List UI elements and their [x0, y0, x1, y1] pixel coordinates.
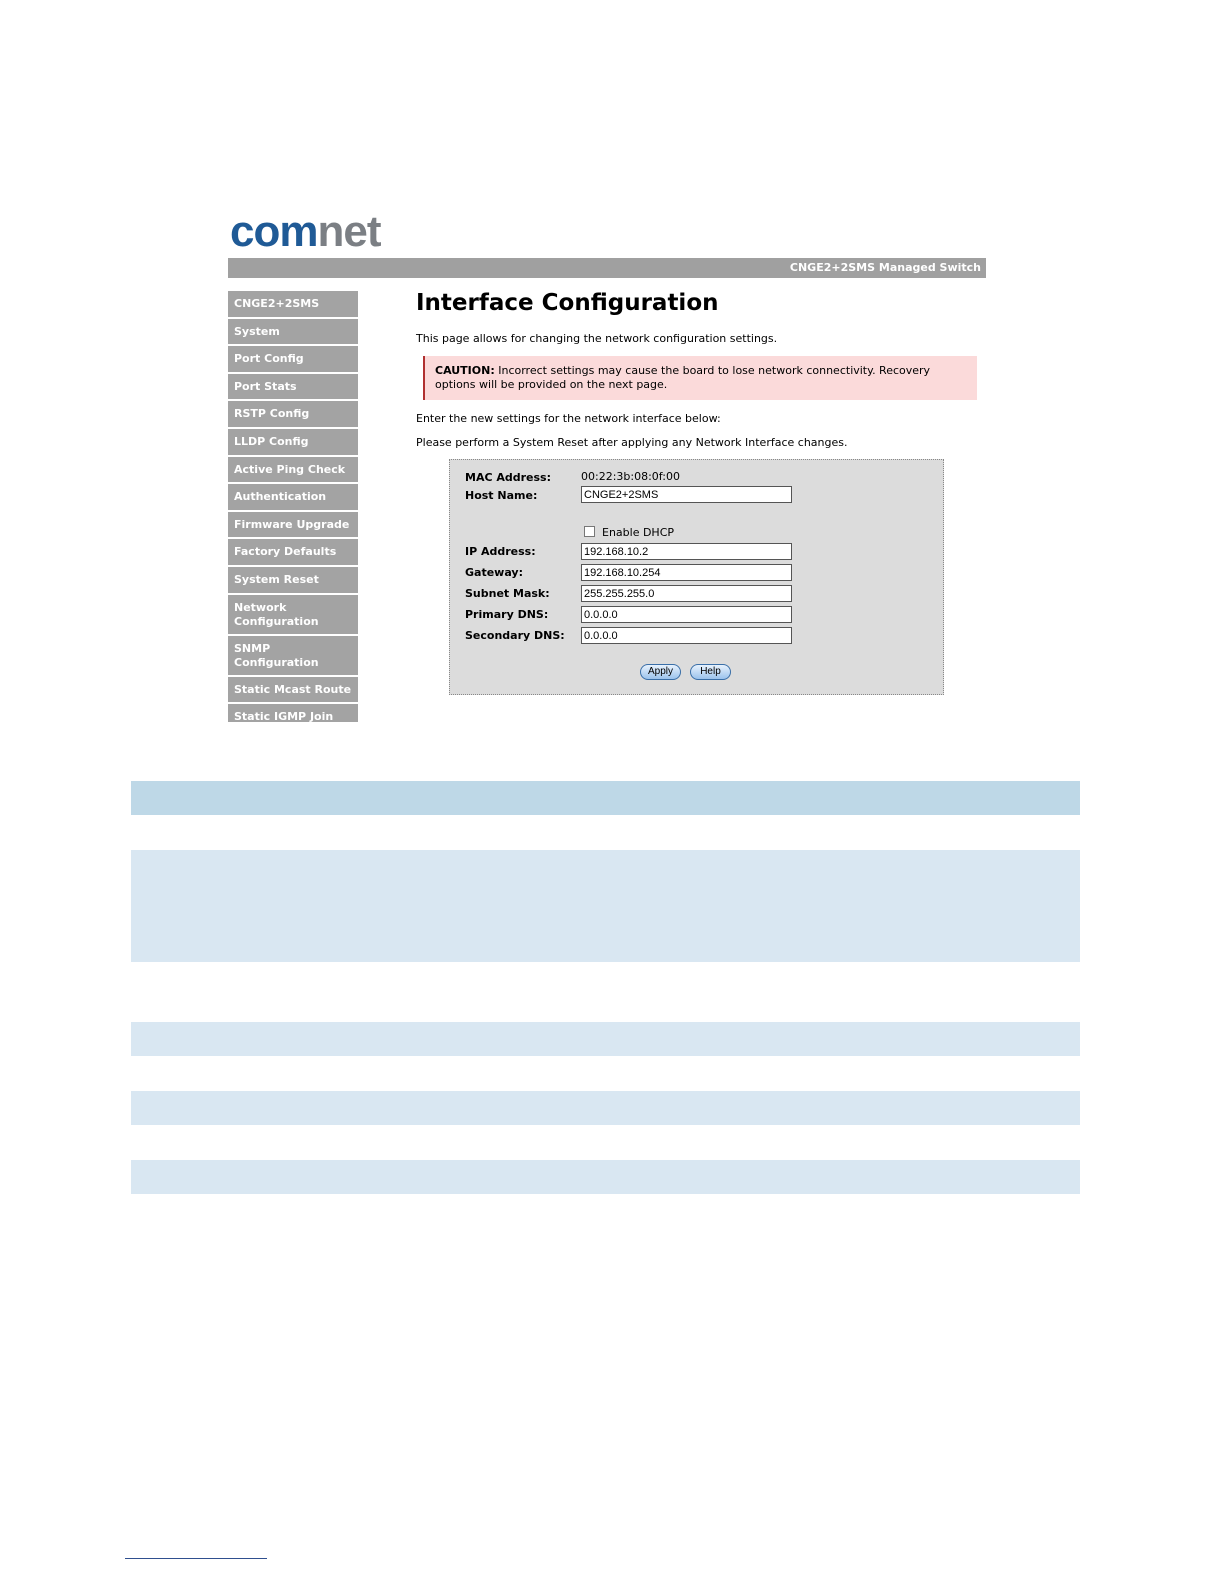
reset-notice-text: Please perform a System Reset after applying any Network Interface changes. — [416, 436, 848, 449]
sidebar-item-static-igmp-join[interactable]: Static IGMP Join — [228, 704, 358, 724]
gateway-label: Gateway: — [465, 566, 523, 579]
logo-part-com: com — [230, 207, 318, 256]
sidebar-item-port-config[interactable]: Port Config — [228, 346, 358, 374]
sidebar-item-network-configuration[interactable]: Network Configuration — [228, 595, 358, 636]
enable-dhcp-label: Enable DHCP — [602, 526, 675, 539]
help-button[interactable]: Help — [690, 664, 731, 680]
sidebar-item-factory-defaults[interactable]: Factory Defaults — [228, 539, 358, 567]
sidebar-item-active-ping-check[interactable]: Active Ping Check — [228, 457, 358, 485]
sidebar-item-snmp-configuration[interactable]: SNMP Configuration — [228, 636, 358, 677]
secondary-dns-input[interactable] — [581, 627, 792, 644]
caution-label: CAUTION: — [435, 364, 495, 377]
mac-address-value: 00:22:3b:08:0f:00 — [581, 470, 680, 483]
host-name-label: Host Name: — [465, 489, 538, 502]
interface-form-panel — [449, 459, 944, 695]
table-row — [131, 1022, 1080, 1056]
sidebar-item-system[interactable]: System — [228, 319, 358, 347]
primary-dns-input[interactable] — [581, 606, 792, 623]
sidebar-item-lldp-config[interactable]: LLDP Config — [228, 429, 358, 457]
comnet-logo — [230, 208, 380, 256]
table-row — [131, 850, 1080, 962]
table-header-row — [131, 781, 1080, 815]
secondary-dns-label: Secondary DNS: — [465, 629, 565, 642]
sidebar-item-cnge2-2sms[interactable]: CNGE2+2SMS — [228, 291, 358, 319]
caution-box — [423, 356, 977, 400]
intro-text: This page allows for changing the network configuration settings. — [416, 332, 778, 345]
ip-address-label: IP Address: — [465, 545, 536, 558]
sidebar-item-authentication[interactable]: Authentication — [228, 484, 358, 512]
enable-dhcp-checkbox[interactable] — [584, 526, 595, 537]
ip-address-input[interactable] — [581, 543, 792, 560]
mac-address-label: MAC Address: — [465, 471, 552, 484]
sidebar-item-static-mcast-route[interactable]: Static Mcast Route — [228, 677, 358, 705]
table-row — [131, 1091, 1080, 1125]
host-name-input[interactable] — [581, 486, 792, 503]
table-row — [131, 1160, 1080, 1194]
sidebar-item-rstp-config[interactable]: RSTP Config — [228, 401, 358, 429]
apply-button[interactable]: Apply — [640, 664, 681, 680]
enter-settings-text: Enter the new settings for the network interface below: — [416, 412, 721, 425]
product-header-bar: CNGE2+2SMS Managed Switch — [228, 258, 986, 278]
logo-part-net: net — [317, 207, 381, 256]
gateway-input[interactable] — [581, 564, 792, 581]
sidebar-item-port-stats[interactable]: Port Stats — [228, 374, 358, 402]
page-title: Interface Configuration — [416, 290, 719, 316]
sidebar-item-system-reset[interactable]: System Reset — [228, 567, 358, 595]
subnet-mask-label: Subnet Mask: — [465, 587, 550, 600]
caution-text: Incorrect settings may cause the board to lose network connectivity. Recovery options will be provided on the next page. — [435, 364, 931, 391]
primary-dns-label: Primary DNS: — [465, 608, 549, 621]
sidebar-nav — [228, 291, 358, 724]
subnet-mask-input[interactable] — [581, 585, 792, 602]
sidebar-item-firmware-upgrade[interactable]: Firmware Upgrade — [228, 512, 358, 540]
footnote-separator — [125, 1558, 267, 1559]
